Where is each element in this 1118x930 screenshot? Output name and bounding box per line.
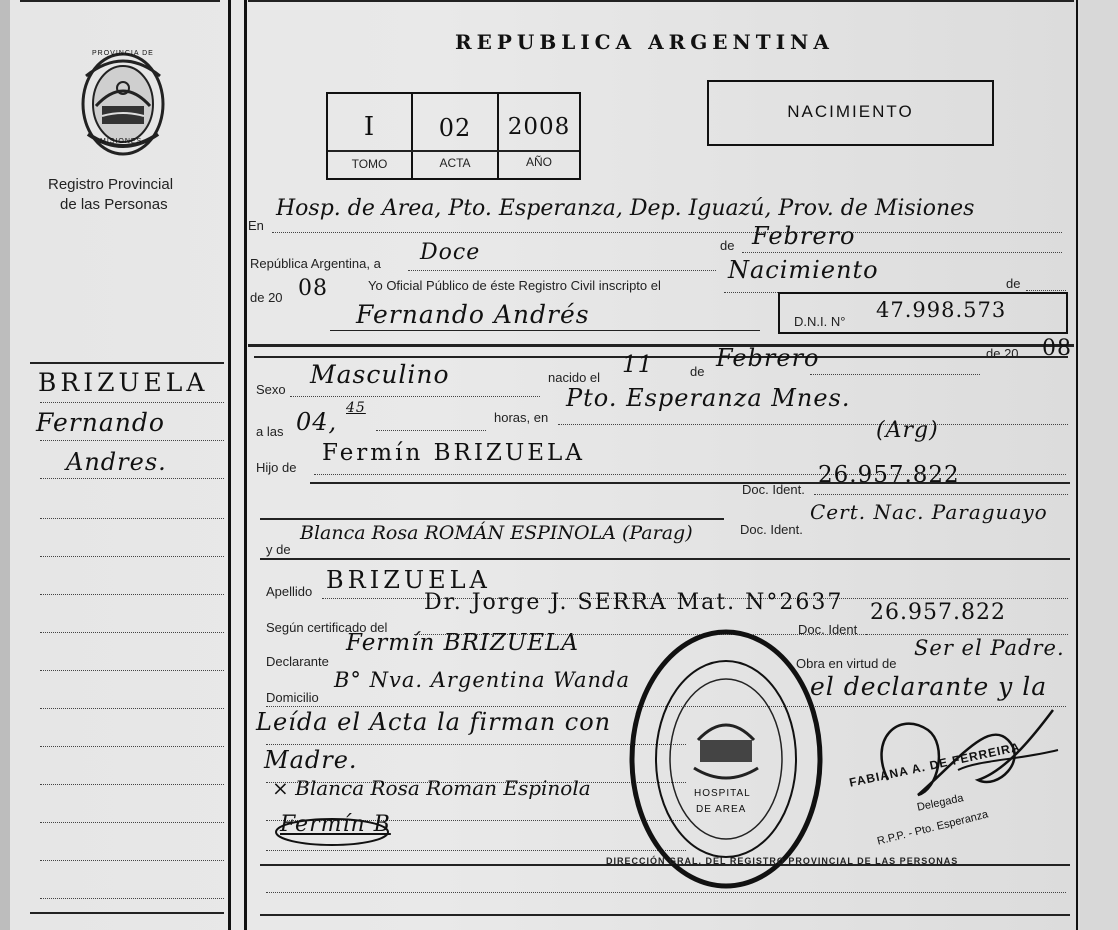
child-name-value: Fernando Andrés [356,300,590,329]
country-title: REPUBLICA ARGENTINA [455,30,834,54]
seal-outer-text: DIRECCIÓN GRAL. DEL REGISTRO PROVINCIAL DE LAS PERSONAS [606,856,959,866]
madre-word: Madre. [264,746,358,774]
left-column-border [228,0,231,930]
obra-label: Obra en virtud de [796,656,897,671]
apellido-value: BRIZUELA [326,566,491,594]
registry-name-line1: Registro Provincial [48,176,174,193]
de20-label: de 20 [986,346,1019,361]
father-signature-flourish [272,810,432,850]
horas-en-label: horas, en [494,410,549,425]
form-left-border [244,0,247,930]
seal-center-2: DE AREA [696,804,747,815]
doc-ident-label-1: Doc. Ident. [742,482,805,497]
page-edge [1080,0,1118,930]
madre-doc: Cert. Nac. Paraguayo [810,500,1048,524]
y-de-label: y de [266,542,291,557]
anio-prefix: de 20 [250,290,283,305]
anio-value: 08 [298,276,328,301]
nacido-mes: Febrero [716,344,820,372]
declarante-label: Declarante [266,654,329,669]
doc-ident-label-2: Doc. Ident. [740,522,803,537]
mes-value: Febrero [752,222,856,250]
oficial-label: Yo Oficial Público de éste Registro Civil inscripto el [368,278,661,293]
certificado-value: Dr. Jorge J. SERRA Mat. N°2637 [424,590,844,615]
leido-text: Leída el Acta la firman con [256,708,612,736]
segun-label: Según certificado del [266,620,388,635]
doc-ident-label-3: Doc. Ident [798,622,858,637]
madre-value: Blanca Rosa ROMÁN ESPINOLA (Parag) [300,522,693,544]
nacido-dia: 11 [622,352,654,378]
anio-label: AÑO [525,155,552,169]
sexo-value: Masculino [310,360,450,389]
obra-value: Ser el Padre. [914,636,1065,660]
lugar-value: Pto. Esperanza Mnes. [566,384,851,412]
birth-certificate-page [10,0,1080,930]
emblem-top-text: PROVINCIA DE [92,50,154,57]
acta-value: 02 [438,114,472,142]
nacido-label: nacido el [548,370,601,385]
declarante-value: Fermín BRIZUELA [346,630,579,656]
dni-box [778,292,1068,334]
emblem-bottom-text: MISIONES [100,138,143,145]
de-label-3: de [690,364,705,379]
act-type-box [707,80,994,146]
acta-label: ACTA [439,156,471,170]
official-place: R.P.P. - Pto. Esperanza [876,808,990,848]
official-name: FABIANA A. DE FERREIRA [848,739,1022,790]
domicilio-continuation: el declarante y la [810,672,1048,701]
father-signature: Fermín B [280,812,391,837]
republica-label: República Argentina, a [250,256,381,271]
official-role: Delegada [916,792,965,814]
nacido-anio: 08 [1042,336,1072,361]
padre-nacionalidad: (Arg) [876,418,939,443]
de-label-1: de [720,238,735,253]
tomo-value: I [363,112,376,142]
registry-seal [628,628,824,890]
dia-value: Doce [420,240,481,265]
top-rule-right [248,0,1074,2]
minutos-value: 45 [346,400,366,416]
form-right-border [1076,0,1078,930]
anio-value: 2008 [507,114,571,140]
domicilio-value: B° Nva. Argentina Wanda [334,668,630,692]
mother-signature: × Blanca Rosa Roman Espinola [272,776,591,800]
hora-value: 04, [296,408,338,436]
sexo-label: Sexo [256,382,286,397]
hijo-label: Hijo de [256,460,297,475]
seal-center-1: HOSPITAL [694,788,751,799]
de-label-2: de [1006,276,1021,291]
declarante-doc: 26.957.822 [870,600,1006,625]
padre-doc: 26.957.822 [818,462,960,488]
domicilio-label: Domicilio [266,690,319,705]
en-value: Hosp. de Area, Pto. Esperanza, Dep. Iguazú, Prov. de Misiones [276,196,975,221]
top-rule-left [20,0,220,2]
en-label: En [248,218,264,233]
dni-label: D.N.I. N° [794,314,846,329]
registry-name-line2: de las Personas [60,196,168,213]
margin-surname: BRIZUELA [38,368,209,397]
tomo-label: TOMO [351,157,388,171]
padre-value: Fermín BRIZUELA [322,440,585,466]
record-box [326,92,581,180]
act-type-label: NACIMIENTO [787,102,914,121]
apellido-label: Apellido [266,584,313,599]
inscripto-value: Nacimiento [728,256,879,284]
margin-first-name: Fernando [36,408,165,437]
dni-value: 47.998.573 [876,298,1007,322]
a-las-label: a las [256,424,284,439]
margin-second-name: Andres. [66,448,167,476]
